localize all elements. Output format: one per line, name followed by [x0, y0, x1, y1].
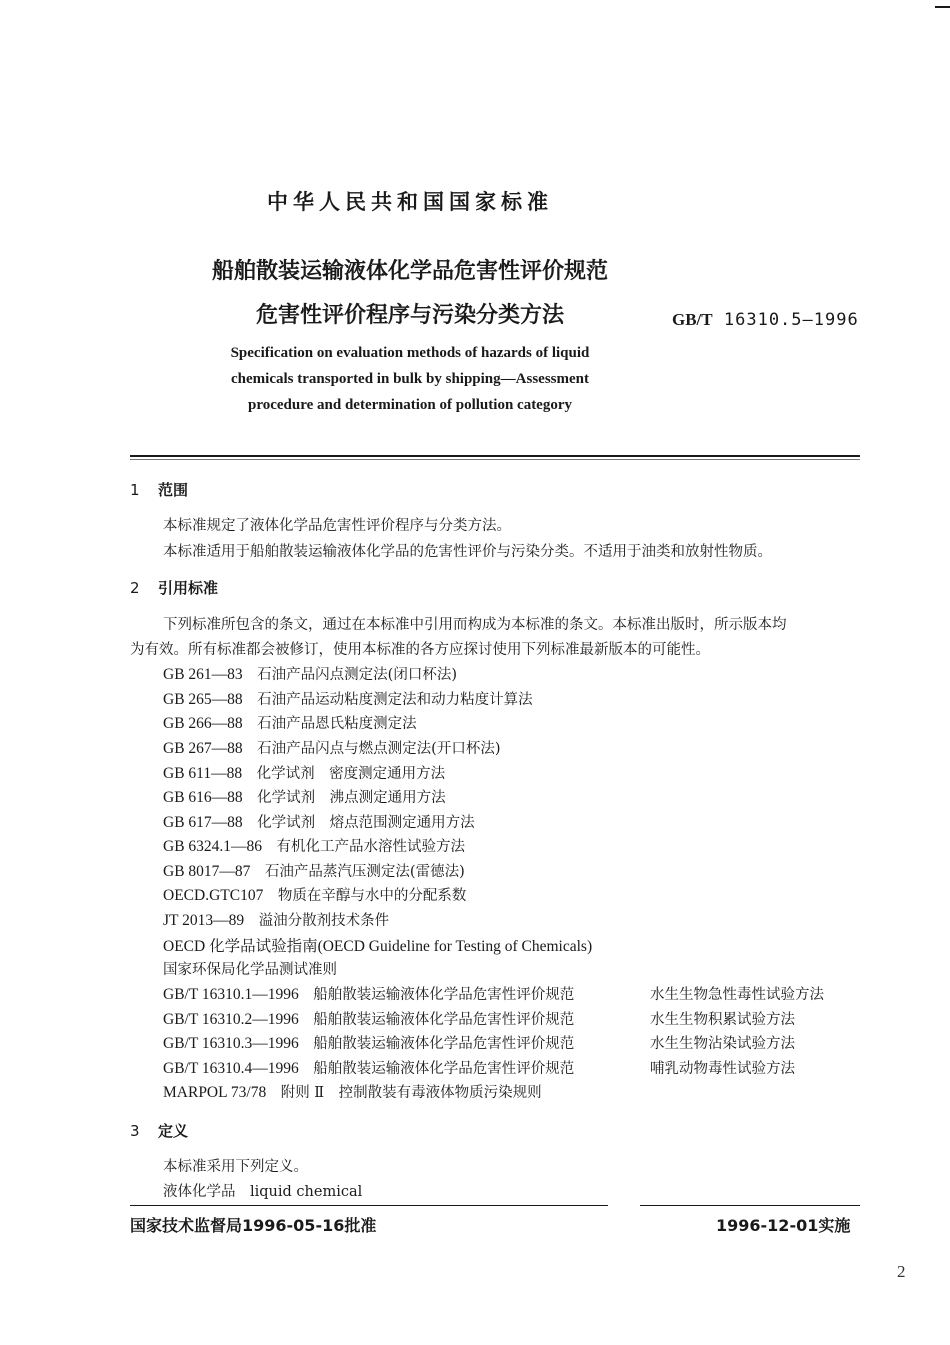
footer-divider-right	[640, 1205, 860, 1206]
reference-item: 国家环保局化学品测试准则	[163, 962, 337, 978]
reference-item: OECD 化学品试验指南(OECD Guideline for Testing of Chemicals)	[163, 938, 593, 955]
standard-number	[672, 310, 859, 330]
section-1-heading: 1 范围	[130, 481, 189, 499]
reference-item: OECD.GTC107 物质在辛醇与水中的分配系数	[163, 887, 467, 904]
english-title-line-1: Specification on evaluation methods of hazards of liquid	[230, 345, 590, 361]
reference-item: GB 6324.1—86 有机化工产品水溶性试验方法	[163, 838, 466, 855]
section-1-paragraph-1: 本标准规定了液体化学品危害性评价程序与分类方法。	[163, 518, 511, 534]
standard-prefix: GB/T	[672, 310, 713, 329]
national-standard-label: 中华人民共和国国家标准	[267, 190, 553, 214]
reference-item: GB 616—88 化学试剂 沸点测定通用方法	[163, 789, 446, 806]
section-3-definition-term: 液体化学品 liquid chemical	[163, 1184, 363, 1200]
footer-divider-left	[130, 1205, 608, 1206]
english-title-line-2: chemicals transported in bulk by shipping—Assessment	[231, 371, 589, 387]
header-divider-thin	[130, 459, 860, 460]
reference-item: GB 267—88 石油产品闪点与燃点测定法(开口杯法)	[163, 740, 501, 757]
reference-item: GB 611—88 化学试剂 密度测定通用方法	[163, 765, 446, 782]
reference-item: GB 617—88 化学试剂 熔点范围测定通用方法	[163, 814, 475, 831]
reference-item: GB/T 16310.1—1996 船舶散装运输液体化学品危害性评价规范 水生生物急性毒性试验方法	[163, 986, 824, 1003]
page-number: 2	[897, 1262, 906, 1281]
reference-item: JT 2013—89 溢油分散剂技术条件	[163, 912, 390, 929]
section-3-paragraph-1: 本标准采用下列定义。	[163, 1159, 308, 1175]
reference-item: GB/T 16310.3—1996 船舶散装运输液体化学品危害性评价规范 水生生物沾染试验方法	[163, 1035, 795, 1052]
reference-item: GB/T 16310.4—1996 船舶散装运输液体化学品危害性评价规范 哺乳动物毒性试验方法	[163, 1060, 795, 1077]
section-3-heading: 3 定义	[130, 1122, 189, 1140]
reference-item: GB 261—83 石油产品闪点测定法(闭口杯法)	[163, 666, 457, 683]
corner-mark	[935, 6, 950, 8]
title-line-1: 船舶散装运输液体化学品危害性评价规范	[211, 259, 608, 284]
title-line-2: 危害性评价程序与污染分类方法	[255, 303, 564, 328]
section-2-heading: 2 引用标准	[130, 579, 219, 597]
section-1-paragraph-2: 本标准适用于船舶散装运输液体化学品的危害性评价与污染分类。不适用于油类和放射性物质。	[163, 544, 772, 560]
section-2-intro-line-2: 为有效。所有标准都会被修订，使用本标准的各方应探讨使用下列标准最新版本的可能性。	[130, 642, 710, 658]
reference-item: GB 265—88 石油产品运动粘度测定法和动力粘度计算法	[163, 691, 533, 708]
issue-date: 国家技术监督局1996-05-16批准	[130, 1216, 377, 1235]
reference-item: GB 266—88 石油产品恩氏粘度测定法	[163, 715, 417, 732]
header-divider	[130, 455, 860, 457]
reference-item: GB/T 16310.2—1996 船舶散装运输液体化学品危害性评价规范 水生生物积累试验方法	[163, 1011, 795, 1028]
english-title-line-3: procedure and determination of pollution category	[247, 397, 573, 413]
standard-code: 16310.5—1996	[723, 310, 859, 330]
reference-item: MARPOL 73/78 附则 Ⅱ 控制散装有毒液体物质污染规则	[163, 1084, 542, 1101]
effective-date: 1996-12-01实施	[716, 1216, 851, 1235]
reference-item: GB 8017—87 石油产品蒸汽压测定法(雷德法)	[163, 863, 465, 880]
section-2-intro-line-1: 下列标准所包含的条文，通过在本标准中引用而构成为本标准的条文。本标准出版时，所示版本均	[163, 617, 787, 633]
